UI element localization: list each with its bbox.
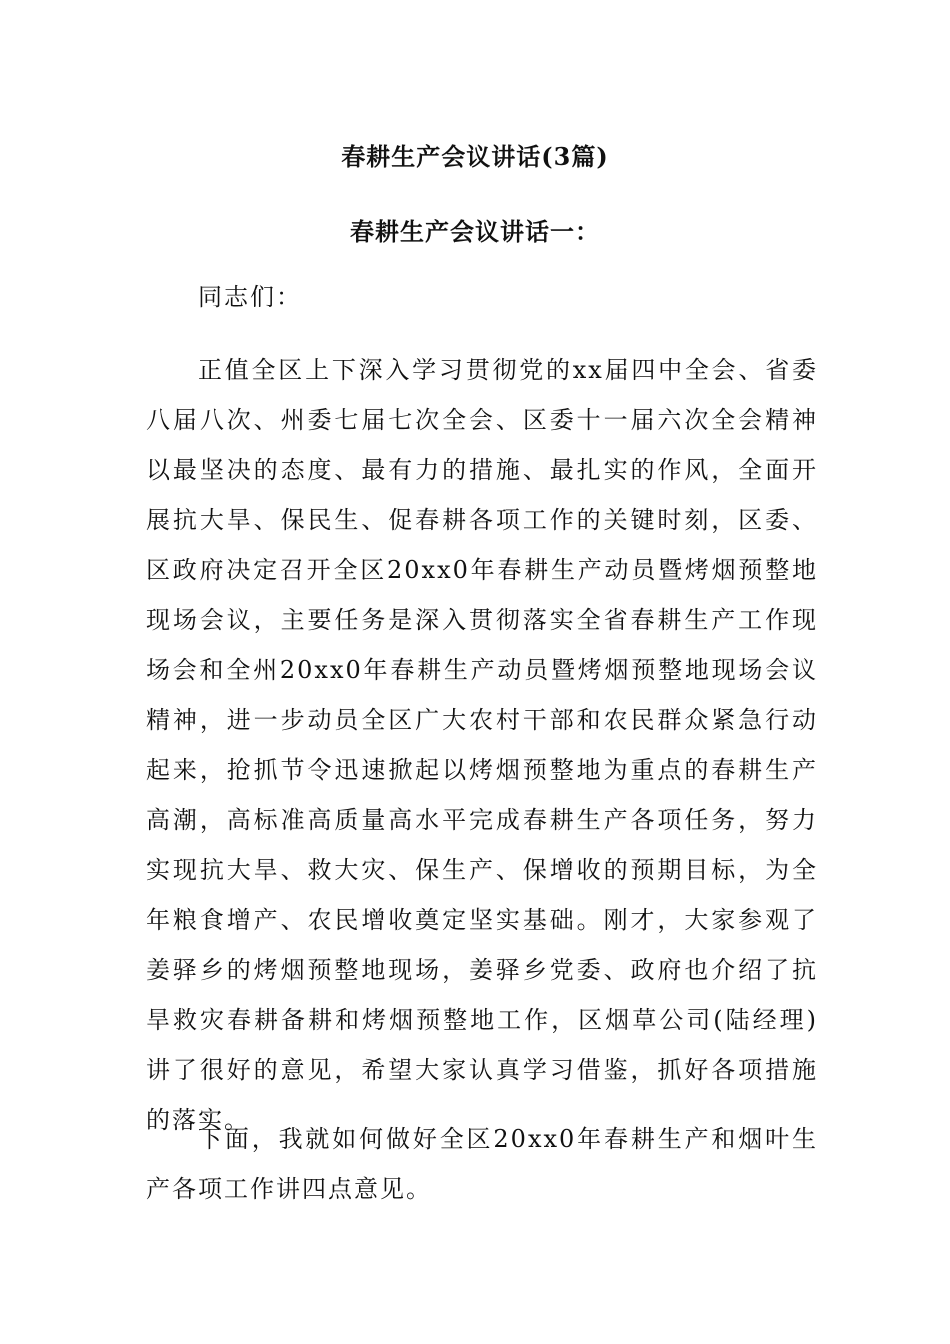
section-heading: 春耕生产会议讲话一： — [350, 217, 600, 246]
body-paragraph: 正值全区上下深入学习贯彻党的xx届四中全会、省委八届八次、州委七届七次全会、区委十一届六次全会精神以最坚决的态度、最有力的措施、最扎实的作风，全面开展抗大旱、保民生、促春耕各项工作的关键时刻，区委、区政府决定召开全区20xx0年春耕生产动员暨烤烟预整地现场会议，主要任务是深入贯彻落实全省春耕生产工作现场会和全州20xx0年春耕生产动员暨烤烟预整地现场会议精神，进一步动员全区广大农村干部和农民群众紧急行动起来，抢抓节令迅速掀起以烤烟预整地为重点的春耕生产高潮，高标准高质量高水平完成春耕生产各项任务，努力实现抗大旱、救大灾、保生产、保增收的预期目标，为全年粮食增产、农民增收奠定坚实基础。刚才，大家参观了姜驿乡的烤烟预整地现场，姜驿乡党委、政府也介绍了抗旱救灾春耕备耕和烤烟预整地工作，区烟草公司(陆经理)讲了很好的意见，希望大家认真学习借鉴，抓好各项措施的落实。 — [146, 356, 818, 1134]
body-paragraph-next: 下面，我就如何做好全区20xx0年春耕生产和烟叶生产各项工作讲四点意见。 — [146, 1125, 818, 1203]
greeting-paragraph: 同志们： — [198, 283, 302, 311]
document-title: 春耕生产会议讲话(3篇) — [341, 142, 609, 171]
